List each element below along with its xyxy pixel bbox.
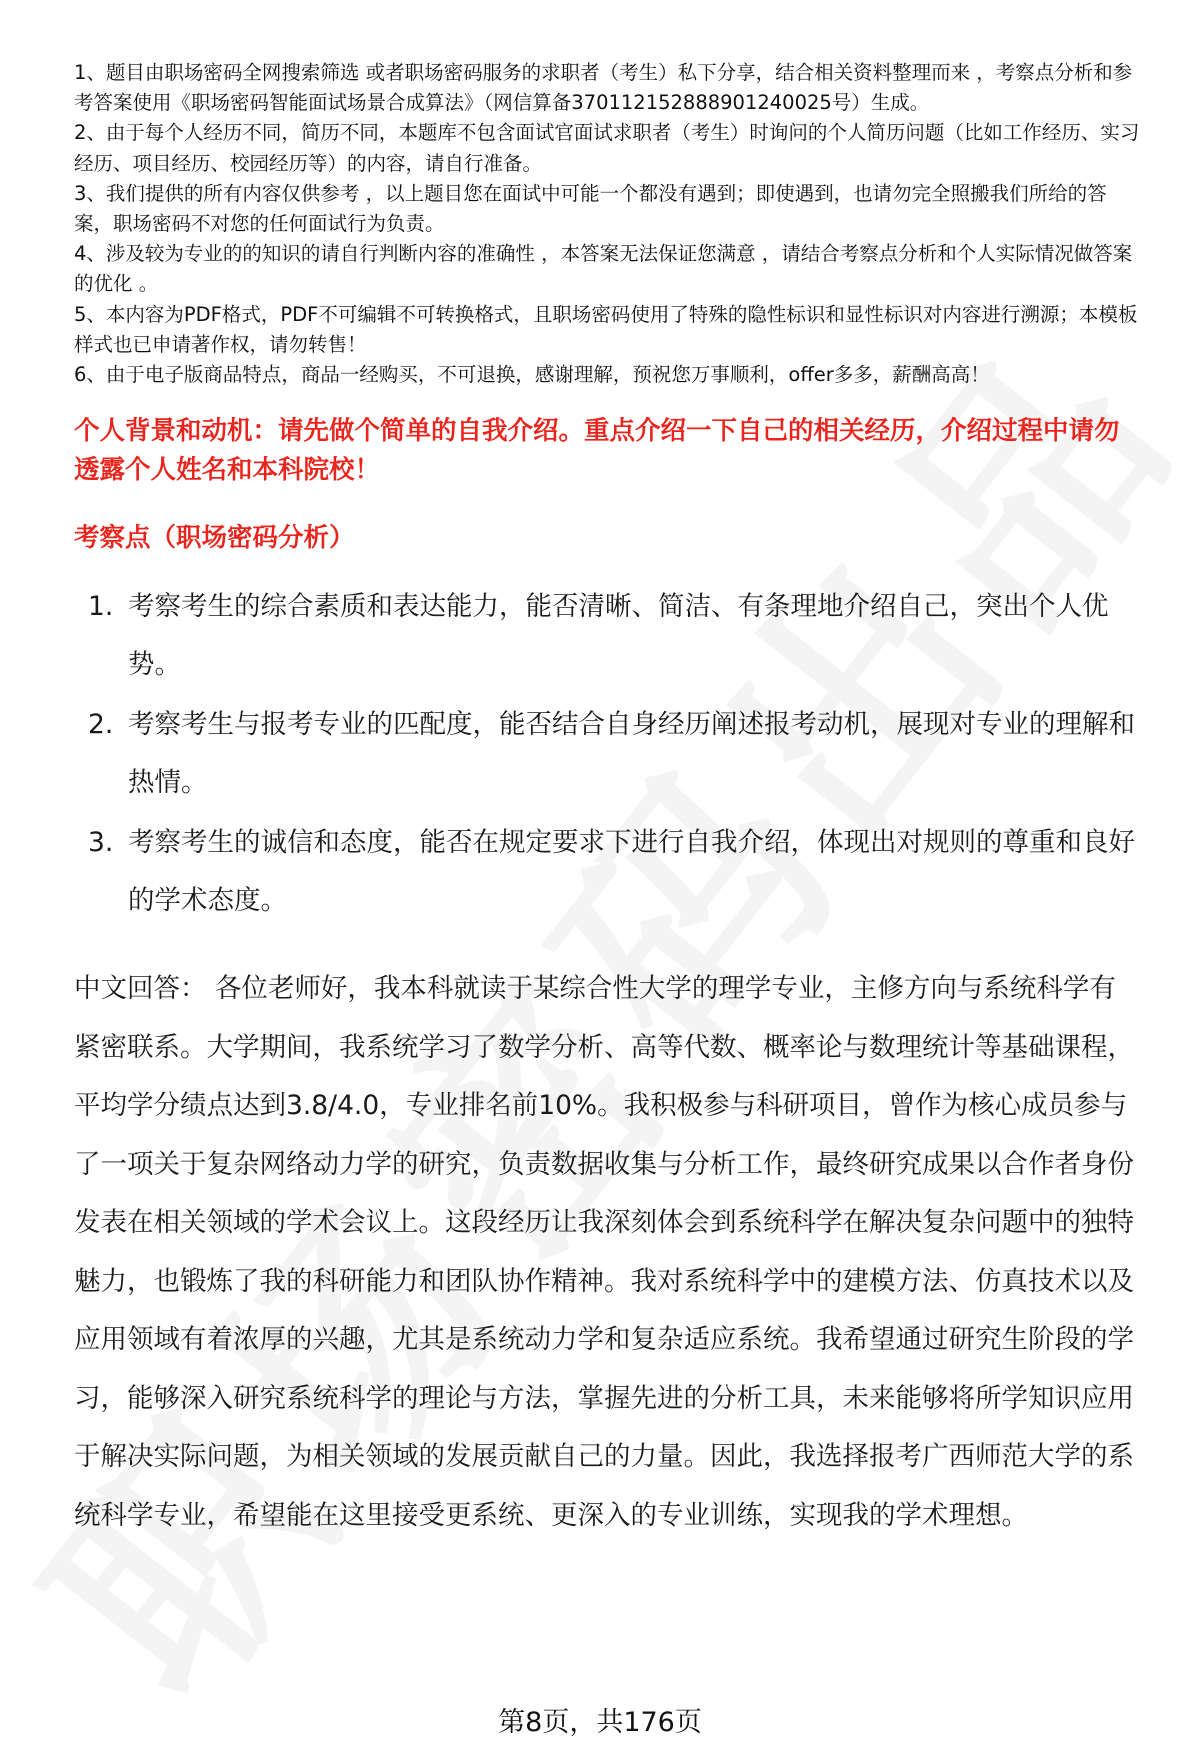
disclaimer-item: 1、题目由职场密码全网搜索筛选 或者职场密码服务的求职者（考生）私下分享，结合相关资料整理而来 ，考察点分析和参考答案使用《职场密码智能面试场景合成算法》（网信算备370112152888901240025号）生成。 <box>74 61 1133 115</box>
point-number: 1. <box>88 591 114 623</box>
disclaimer-item: 6、由于电子版商品特点，商品一经购买，不可退换，感谢理解，预祝您万事顺利，offer多多，薪酬高高！ <box>74 363 990 387</box>
analysis-point <box>74 578 1142 694</box>
point-text: 考察考生的综合素质和表达能力，能否清晰、简洁、有条理地介绍自己，突出个人优势。 <box>128 591 1109 681</box>
question-title: 个人背景和动机：请先做个简单的自我介绍。重点介绍一下自己的相关经历，介绍过程中请勿透露个人姓名和本科院校！ <box>74 416 1120 486</box>
disclaimer-item: 2、由于每个人经历不同，简历不同，本题库不包含面试官面试求职者（考生）时询问的个人简历问题（比如工作经历、实习经历、项目经历、校园经历等）的内容，请自行准备。 <box>74 121 1140 175</box>
disclaimer-item: 3、我们提供的所有内容仅供参考 ，以上题目您在面试中可能一个都没有遇到；即使遇到，也请勿完全照搬我们所给的答案，职场密码不对您的任何面试行为负责。 <box>74 181 1107 236</box>
disclaimer-item: 5、本内容为PDF格式，PDF不可编辑不可转换格式，且职场密码使用了特殊的隐性标识和显性标识对内容进行溯源；本模板样式也已申请著作权，请勿转售！ <box>74 302 1138 356</box>
analysis-point <box>74 696 1142 812</box>
point-text: 考察考生的诚信和态度，能否在规定要求下进行自我介绍，体现出对规则的尊重和良好的学术态度。 <box>128 827 1135 917</box>
point-number: 2. <box>88 709 114 741</box>
point-text: 考察考生与报考专业的匹配度，能否结合自身经历阐述报考动机，展现对专业的理解和热情。 <box>128 709 1135 799</box>
analysis-heading: 考察点（职场密码分析） <box>74 523 355 554</box>
page-number: 第8页，共176页 <box>498 1707 702 1738</box>
analysis-points <box>74 578 1142 930</box>
disclaimer-list <box>74 58 1142 390</box>
answer-paragraph: 中文回答： 各位老师好，我本科就读于某综合性大学的理学专业，主修方向与系统科学有紧密联系。大学期间，我系统学习了数学分析、高等代数、概率论与数理统计等基础课程，平均学分绩点达到3.8/4.0，专业排名前10%。我积极参与科研项目，曾作为核心成员参与了一项关于复杂网络动力学的研究，负责数据收集与分析工作，最终研究成果以合作者身份发表在相关领域的学术会议上。这段经历让我深刻体会到系统科学在解决复杂问题中的独特魅力，也锻炼了我的科研能力和团队协作精神。我对系统科学中的建模方法、仿真技术以及应用领域有着浓厚的兴趣，尤其是系统动力学和复杂适应系统。我希望通过研究生阶段的学习，能够深入研究系统科学的理论与方法，掌握先进的分析工具，未来能够将所学知识应用于解决实际问题，为相关领域的发展贡献自己的力量。因此，我选择报考广西师范大学的系统科学专业，希望能在这里接受更系统、更深入的专业训练，实现我的学术理想。 <box>74 973 1134 1531</box>
analysis-point <box>74 814 1142 930</box>
disclaimer-item: 4、涉及较为专业的的知识的请自行判断内容的准确性 ，本答案无法保证您满意 ，请结合考察点分析和个人实际情况做答案的优化 。 <box>74 242 1133 296</box>
point-number: 3. <box>88 827 114 859</box>
